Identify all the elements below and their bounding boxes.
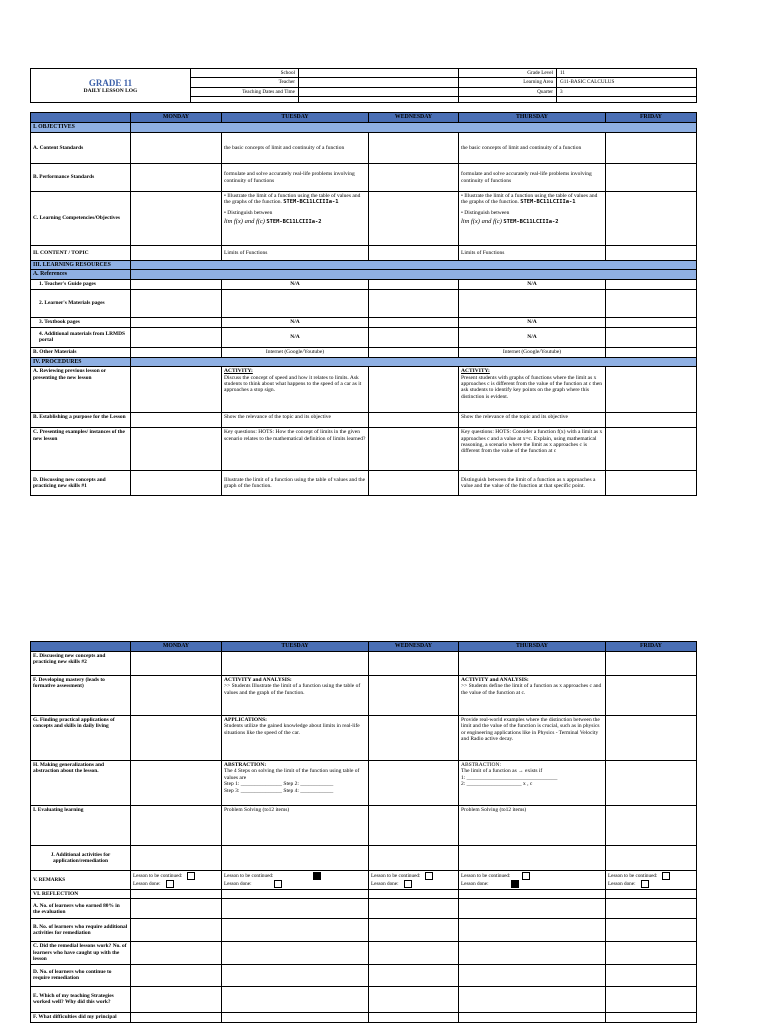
day-tuesday: TUESDAY	[222, 642, 369, 652]
table-row	[31, 986, 697, 1012]
thu-proc-i[interactable]: Problem Solving (to12 items)	[459, 806, 606, 846]
day-friday: FRIDAY	[606, 113, 697, 123]
day-thursday: THURSDAY	[459, 113, 606, 123]
row-label: H. Making generalizations and abstraction about the lesson.	[31, 761, 131, 806]
table-row	[31, 806, 697, 846]
table-row	[31, 279, 697, 289]
tue-proc-i[interactable]: Problem Solving (to12 items)	[222, 806, 369, 846]
mon-remarks: Lesson to be continued: Lesson done:	[131, 871, 222, 890]
row-label: B. Other Materials	[31, 347, 131, 357]
row-label: I. Evaluating learning	[31, 806, 131, 846]
table-row	[31, 676, 697, 716]
section-references: A. References	[31, 270, 131, 279]
table-row	[31, 133, 697, 164]
teacher-field[interactable]	[299, 78, 459, 87]
row-label: F. What difficulties did my principal	[31, 1012, 131, 1022]
section-remarks: V. REMARKS	[31, 871, 131, 890]
tue-additional[interactable]: N/A	[222, 327, 369, 347]
thu-proc-c[interactable]: Key questions: HOTS: Consider a function f(x) with a limit as x approaches c and a value at x=c. Explain, using mathematical reasoning, a scenario where the limit as x approaches c is different from the value of the function at c	[459, 428, 606, 471]
grade-level-value[interactable]: 11	[557, 69, 697, 78]
thu-additional[interactable]: N/A	[459, 327, 606, 347]
tue-proc-d[interactable]: Illustrate the limit of a function using the table of values and the graph of the function.	[222, 471, 369, 496]
table-row	[31, 192, 697, 246]
wed-remarks: Lesson to be continued: Lesson done:	[369, 871, 459, 890]
checkbox[interactable]	[662, 872, 670, 880]
checkbox[interactable]	[187, 872, 195, 880]
checkbox[interactable]	[522, 872, 530, 880]
learning-area-label: Learning Area	[459, 78, 557, 87]
dates-field[interactable]	[299, 87, 459, 96]
table-row	[31, 246, 697, 261]
table-row	[31, 919, 697, 942]
day-tuesday: TUESDAY	[222, 113, 369, 123]
quarter-label: Quarter	[459, 87, 557, 96]
table-row	[31, 1012, 697, 1022]
row-label: C. Learning Competencies/Objectives	[31, 192, 131, 246]
lesson-table-page-2	[30, 641, 697, 1023]
tue-content-standard[interactable]: the basic concepts of limit and continuity of a function	[222, 133, 369, 164]
day-header-row	[31, 113, 697, 123]
row-label: 3. Textbook pages	[31, 317, 131, 327]
fri-remarks: Lesson to be continued: Lesson done:	[606, 871, 697, 890]
tue-topic[interactable]: Limits of Functions	[222, 246, 369, 261]
thu-proc-g[interactable]: Provide real-world examples where the distinction between the limit and the value of the function is crucial, such as in physics or engineering applications like in Physics - Terminal Velocity and Radio active decay.	[459, 716, 606, 761]
row-label: 1. Teacher's Guide pages	[31, 279, 131, 289]
table-row	[31, 327, 697, 347]
thu-content-standard[interactable]: the basic concepts of limit and continuity of a function	[459, 133, 606, 164]
row-label: C. Did the remedial lessons work? No. of learners who have caught up with the lesson	[31, 942, 131, 964]
row-label: E. Which of my teaching Strategies worked well? Why did this work?	[31, 986, 131, 1012]
day-thursday: THURSDAY	[459, 642, 606, 652]
thu-proc-b[interactable]: Show the relevance of the topic and its objective	[459, 413, 606, 428]
table-row	[31, 347, 697, 357]
thu-proc-h[interactable]: ABSTRACTION: The limit of a function as → exists if 1: _________________________________ 2: ____________________ x , c	[459, 761, 606, 806]
tue-proc-f[interactable]: ACTIVITY and ANALYSIS: >> Students Illustrate the limit of a function using the table of values and the graph of the function.	[222, 676, 369, 716]
section-reflection: VI. REFLECTION	[31, 890, 131, 899]
section-objectives: I. OBJECTIVES	[31, 123, 131, 133]
row-label: G. Finding practical applications of concepts and skills in daily living	[31, 716, 131, 761]
row-label: D. No. of learners who continue to require remediation	[31, 964, 131, 986]
section-content-topic: II. CONTENT / TOPIC	[31, 246, 131, 261]
table-row	[31, 289, 697, 317]
lesson-table-page-1	[30, 112, 697, 496]
thu-competencies[interactable]: • Illustrate the limit of a function using the table of values and the graphs of the function. STEM-BC11LCIIIa-1 • Distinguish between lim f(x) and f(c) STEM-BC11LCIIIa-2	[459, 192, 606, 246]
checkbox[interactable]	[404, 880, 412, 888]
tue-proc-g[interactable]: APPLICATIONS: Students utilize the gained knowledge about limits in real-life situations like the speed of the car.	[222, 716, 369, 761]
day-monday: MONDAY	[131, 113, 222, 123]
table-row	[31, 761, 697, 806]
row-label: A. No. of learners who earned 80% in the evaluation	[31, 899, 131, 919]
day-wednesday: WEDNESDAY	[369, 642, 459, 652]
day-friday: FRIDAY	[606, 642, 697, 652]
thu-remarks: Lesson to be continued: Lesson done:	[459, 871, 606, 890]
teacher-label: Teacher	[191, 78, 299, 87]
school-field[interactable]	[299, 69, 459, 78]
table-row	[31, 428, 697, 471]
table-row	[31, 899, 697, 919]
school-label: School	[191, 69, 299, 78]
header-box	[30, 68, 697, 103]
table-row	[31, 471, 697, 496]
tue-performance-standard[interactable]: formulate and solve accurately real-life problems involving continuity of functions	[222, 164, 369, 192]
table-row	[31, 890, 697, 899]
checkbox[interactable]	[641, 880, 649, 888]
table-row	[31, 317, 697, 327]
row-label: J. Additional activities for application/remediation	[31, 846, 131, 871]
row-label: E. Discussing new concepts and practicing new skills #2	[31, 652, 131, 676]
row-label: C. Presenting examples/ instances of the new lesson	[31, 428, 131, 471]
section-resources: III. LEARNING RESOURCES	[31, 261, 131, 270]
day-wednesday: WEDNESDAY	[369, 113, 459, 123]
tue-tg-pages[interactable]: N/A	[222, 279, 369, 289]
thu-performance-standard[interactable]: formulate and solve accurately real-life problems involving continuity of functions	[459, 164, 606, 192]
grade-title: GRADE 11	[88, 77, 133, 88]
thu-other-materials[interactable]: Internet (Google/Youtube)	[459, 347, 606, 357]
row-label: B. No. of learners who require additional activities for remediation	[31, 919, 131, 942]
tue-other-materials[interactable]: Internet (Google/Youtube)	[222, 347, 369, 357]
table-row	[31, 942, 697, 964]
tue-remarks: Lesson to be continued: Lesson done:	[222, 871, 369, 890]
checkbox-checked[interactable]	[313, 872, 321, 880]
row-label: B. Establishing a purpose for the Lesson	[31, 413, 131, 428]
table-row	[31, 367, 697, 413]
table-row	[31, 846, 697, 871]
remarks-row	[31, 871, 697, 890]
tue-proc-h[interactable]: ABSTRACTION: The 4 Steps on solving the limit of the function using table of values are Step 1: _______________ Step 2: ____________ Step 3: _______________ Step 4: ____________	[222, 761, 369, 806]
checkbox[interactable]	[274, 880, 282, 888]
row-label: B. Performance Standards	[31, 164, 131, 192]
dates-label: Teaching Dates and Time	[191, 87, 299, 96]
row-label: 4. Additional materials from LRMDS portal	[31, 327, 131, 347]
thu-topic[interactable]: Limits of Functions	[459, 246, 606, 261]
table-row	[31, 964, 697, 986]
table-row	[31, 413, 697, 428]
checkbox[interactable]	[425, 872, 433, 880]
tue-competencies[interactable]: • Illustrate the limit of a function using the table of values and the graphs of the function. STEM-BC11LCIIIa-1 • Distinguish between lim f(x) and f(c) STEM-BC11LCIIIa-2	[222, 192, 369, 246]
row-label: F. Developing mastery (leads to formative assessment)	[31, 676, 131, 716]
table-row	[31, 652, 697, 676]
tue-proc-c[interactable]: Key questions: HOTS: How the concept of limits in the given scenario relates to the mathematical definition of limits learned?	[222, 428, 369, 471]
log-title: DAILY LESSON LOG	[83, 87, 138, 94]
learning-area-value[interactable]: G11-BASIC CALCULUS	[557, 78, 697, 87]
table-row	[31, 716, 697, 761]
section-procedures: IV. PROCEDURES	[31, 357, 131, 366]
row-label: A. Content Standards	[31, 133, 131, 164]
thu-proc-d[interactable]: Distinguish between the limit of a function as x approaches a value and the value of the function at that specific point.	[459, 471, 606, 496]
quarter-value[interactable]: 3	[557, 87, 697, 96]
tue-textbook[interactable]: N/A	[222, 317, 369, 327]
thu-textbook[interactable]: N/A	[459, 317, 606, 327]
day-header-row	[31, 642, 697, 652]
checkbox-checked[interactable]	[511, 880, 519, 888]
thu-proc-a[interactable]: ACTIVITY: Present students with graphs of functions where the limit as x approaches c is different from the value of the function at c then ask students to identify key points on the graph where this distinction is evident.	[459, 367, 606, 413]
checkbox[interactable]	[166, 880, 174, 888]
row-label: A. Reviewing previous lesson or presenting the new lesson	[31, 367, 131, 413]
tue-proc-a[interactable]: ACTIVITY: Discuss the concept of speed and how it relates to limits. Ask students to think about what happens to the speed of a car as it approaches a stop sign.	[222, 367, 369, 413]
thu-tg-pages[interactable]: N/A	[459, 279, 606, 289]
thu-proc-f[interactable]: ACTIVITY and ANALYSIS: >> Students define the limit of a function as x approaches c and the value of the function at c.	[459, 676, 606, 716]
row-label: 2. Learner's Materials pages	[31, 289, 131, 317]
day-monday: MONDAY	[131, 642, 222, 652]
table-row	[31, 164, 697, 192]
row-label: D. Discussing new concepts and practicing new skills #1	[31, 471, 131, 496]
grade-block	[31, 69, 191, 103]
tue-proc-b[interactable]: Show the relevance of the topic and its objective	[222, 413, 369, 428]
grade-level-label: Grade Level	[459, 69, 557, 78]
